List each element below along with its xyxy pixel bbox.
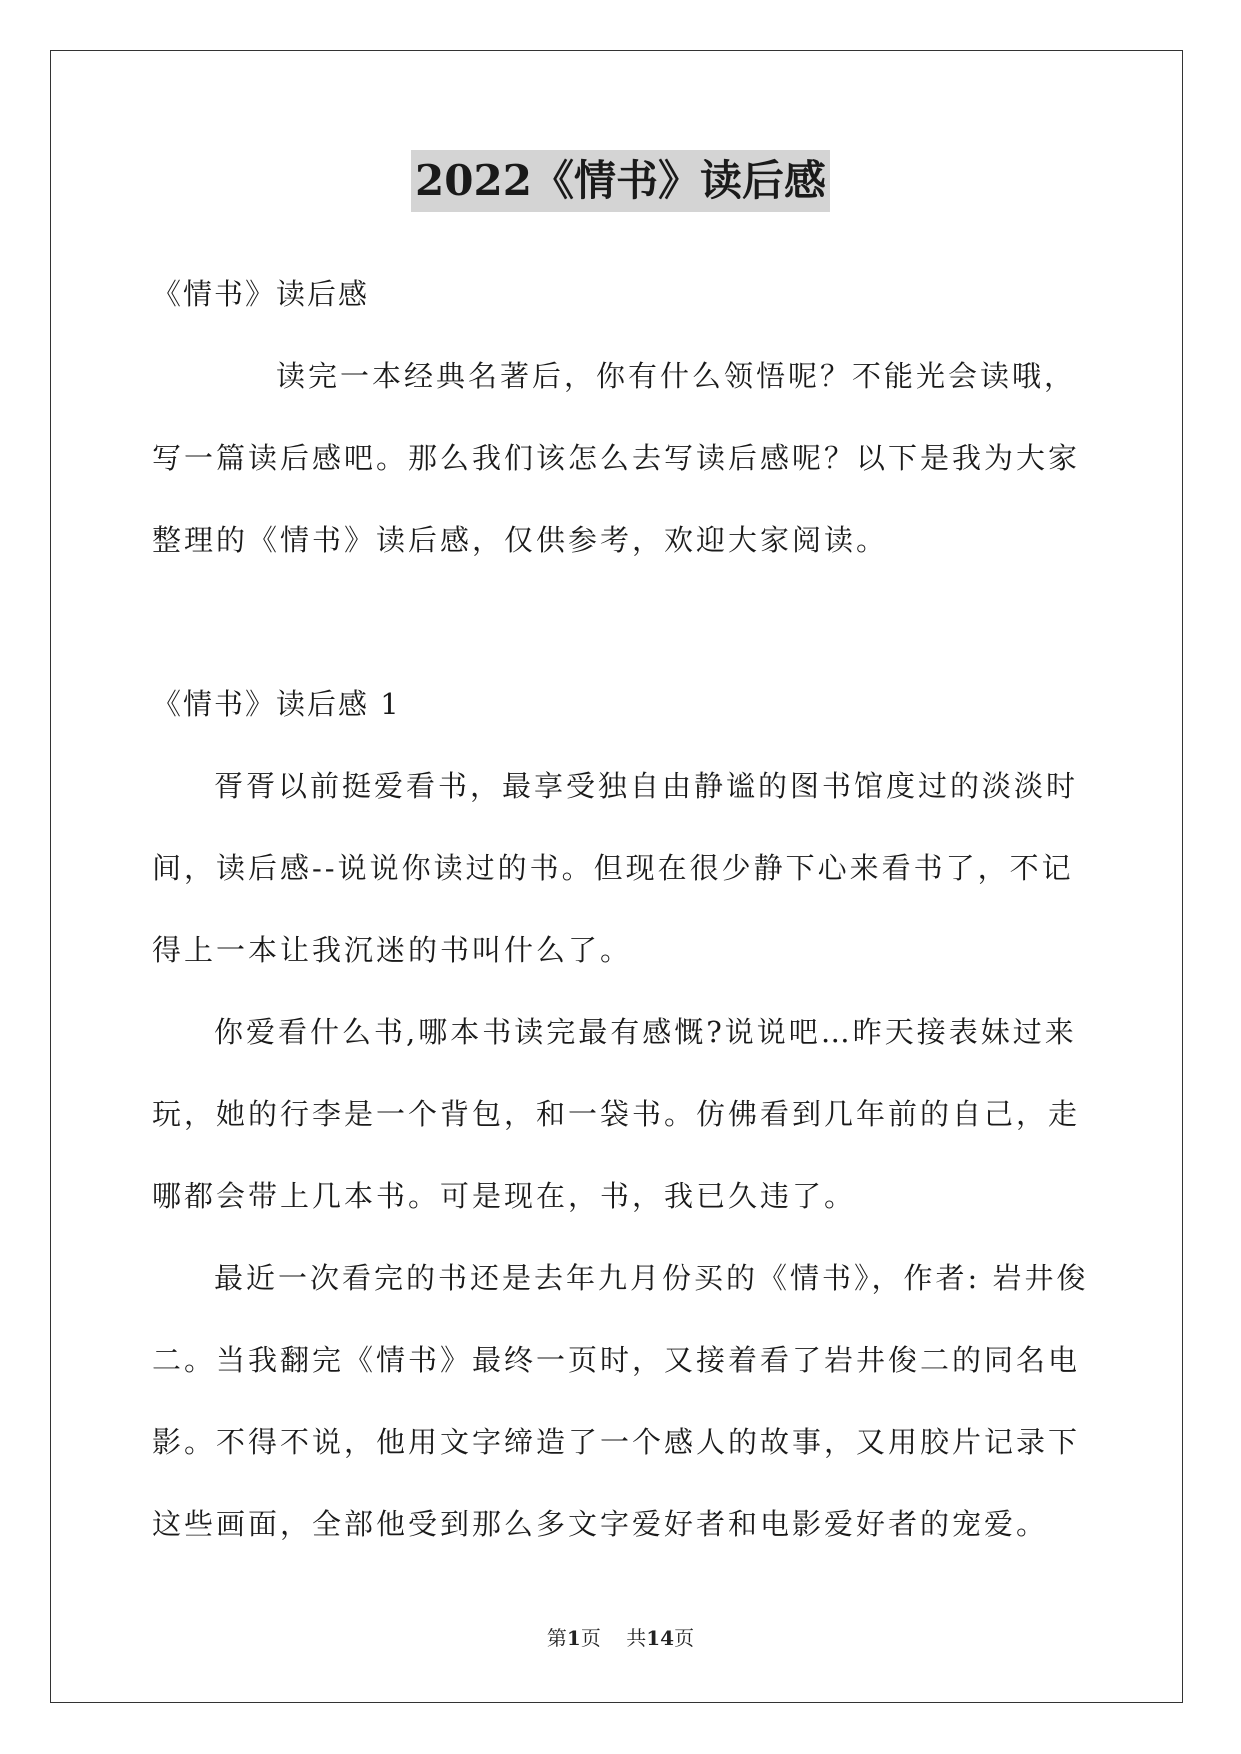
page-footer	[0, 1622, 1241, 1651]
page-number: 1	[566, 1626, 581, 1650]
body-paragraph: 最近一次看完的书还是去年九月份买的《情书》，作者: 岩井俊二。当我翻完《情书》最终一页时，又接着看了岩井俊二的同名电影。不得不说，他用文字缔造了一个感人的故事，又用胶片记录下这些画面，全部他受到那么多文字爱好者和电影爱好者的宠爱。	[152, 1261, 1089, 1541]
total-prefix: 共	[626, 1626, 647, 1650]
document-title: 2022《情书》读后感	[411, 150, 830, 212]
document-body	[152, 253, 1098, 1565]
intro-paragraph: 读完一本经典名著后，你有什么领悟呢？不能光会读哦，写一篇读后感吧。那么我们该怎么去写读后感呢？以下是我为大家整理的《情书》读后感，仅供参考，欢迎大家阅读。	[152, 359, 1081, 557]
total-suffix: 页	[674, 1626, 695, 1650]
subtitle: 《情书》读后感	[152, 277, 370, 311]
page-prefix: 第	[546, 1626, 567, 1650]
section-heading: 《情书》读后感 1	[152, 687, 401, 721]
spacer	[152, 581, 1098, 663]
page-suffix: 页	[580, 1626, 601, 1650]
total-pages: 14	[646, 1626, 675, 1650]
body-paragraph: 胥胥以前挺爱看书，最享受独自由静谧的图书馆度过的淡淡时间，读后感--说说你读过的书。但现在很少静下心来看书了，不记得上一本让我沉迷的书叫什么了。	[152, 769, 1079, 967]
body-paragraph: 你爱看什么书,哪本书读完最有感慨?说说吧…昨天接表妹过来玩，她的行李是一个背包，和一袋书。仿佛看到几年前的自己，走哪都会带上几本书。可是现在，书，我已久违了。	[152, 1015, 1081, 1213]
title-container	[0, 150, 1241, 212]
